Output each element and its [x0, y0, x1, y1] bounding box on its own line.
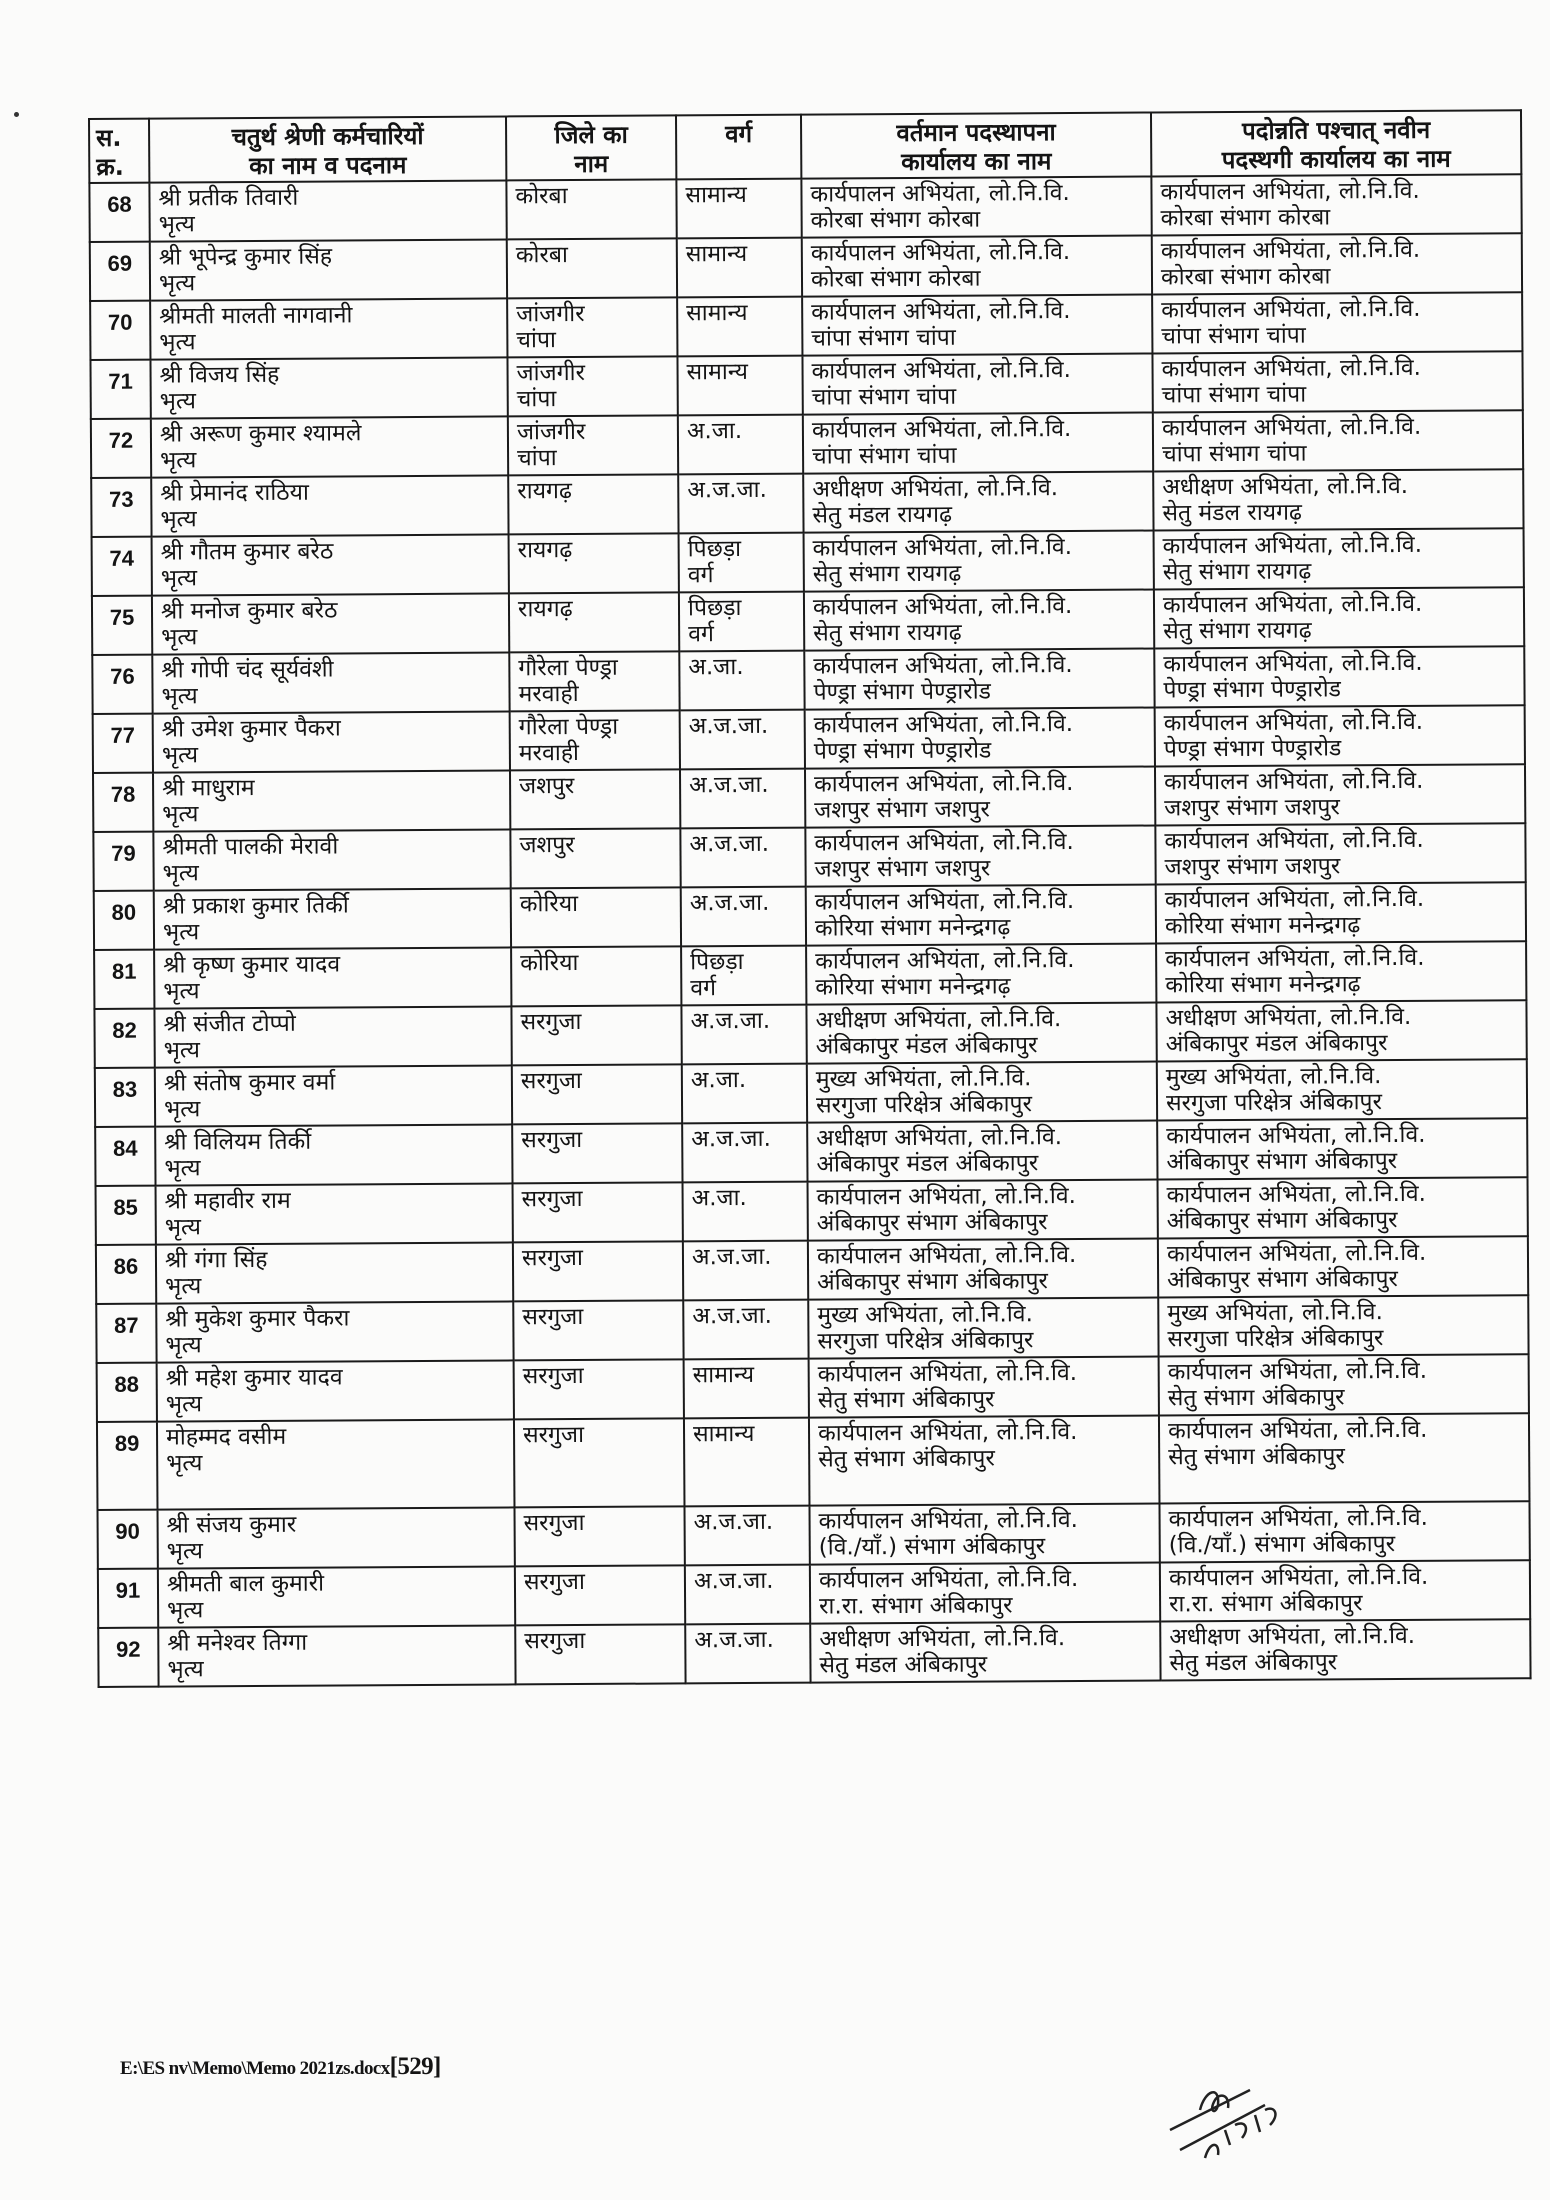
employee-cell: [154, 947, 511, 1008]
employee-name: श्री गोपी चंद सूर्यवंशी: [161, 656, 334, 684]
employee-name: श्रीमती बाल कुमारी: [166, 1570, 325, 1598]
table-row: [91, 469, 1523, 537]
table-row: [92, 528, 1524, 596]
serial-number: 72: [91, 419, 151, 478]
employee-name: श्री उमेश कुमार पैकरा: [161, 715, 341, 743]
table-row: [93, 823, 1525, 891]
table-body: [89, 174, 1530, 1687]
new-office-cell: कार्यपालन अभियंता, लो.नि.वि. सेतु संभाग रायगढ़: [1154, 528, 1524, 589]
serial-number: 87: [96, 1304, 156, 1363]
district-cell: गौरेला पेण्ड्रा मरवाही: [509, 651, 679, 711]
employee-cell: [156, 1183, 513, 1244]
serial-number: 79: [93, 832, 153, 891]
serial-number: 73: [91, 478, 151, 537]
current-office-cell: कार्यपालन अभियंता, लो.नि.वि. पेण्ड्रा संभाग पेण्ड्रारोड: [804, 648, 1154, 709]
new-office-cell: कार्यपालन अभियंता, लो.नि.वि. चांपा संभाग चांपा: [1153, 410, 1523, 471]
employee-cell: [157, 1360, 514, 1421]
table-row: [90, 233, 1522, 301]
new-office-cell: मुख्य अभियंता, लो.नि.वि. सरगुजा परिक्षेत्र अंबिकापुर: [1158, 1295, 1528, 1356]
header-current-office: वर्तमान पदस्थापना कार्यालय का नाम: [801, 113, 1151, 179]
category-cell: अ.ज.जा.: [685, 1624, 810, 1684]
serial-number: 82: [94, 1009, 154, 1068]
new-office-cell: कार्यपालन अभियंता, लो.नि.वि. कोरिया संभाग मनेन्द्रगढ़: [1156, 941, 1526, 1002]
serial-number: 88: [97, 1363, 157, 1422]
employee-designation: भृत्य: [159, 329, 196, 356]
employee-cell: [153, 770, 510, 831]
employee-cell: [158, 1566, 515, 1627]
current-office-cell: अधीक्षण अभियंता, लो.नि.वि. सेतु मंडल अंबिकापुर: [810, 1621, 1160, 1682]
table-row: [92, 646, 1524, 714]
employee-name: श्री संजय कुमार: [166, 1511, 297, 1539]
category-cell: अ.जा.: [679, 651, 804, 711]
table-row: [94, 1000, 1526, 1068]
signature-mark: [1160, 2070, 1380, 2160]
employee-name: श्रीमती मालती नागवानी: [159, 302, 353, 330]
employee-name: श्री महावीर राम: [164, 1187, 291, 1215]
employee-designation: भृत्य: [162, 801, 199, 828]
serial-number: 70: [90, 301, 150, 360]
table-row: [97, 1354, 1529, 1422]
current-office-cell: कार्यपालन अभियंता, लो.नि.वि. चांपा संभाग चांपा: [802, 354, 1152, 415]
employee-name: श्रीमती पालकी मेरावी: [162, 833, 339, 861]
district-cell: रायगढ़: [508, 474, 678, 534]
serial-number: 92: [98, 1628, 158, 1687]
employee-name: श्री मुकेश कुमार पैकरा: [165, 1305, 350, 1333]
serial-number: 91: [98, 1569, 158, 1628]
current-office-cell: मुख्य अभियंता, लो.नि.वि. सरगुजा परिक्षेत्र अंबिकापुर: [808, 1297, 1158, 1358]
employee-designation: भृत्य: [158, 211, 195, 238]
employee-designation: भृत्य: [160, 447, 197, 474]
new-office-cell: कार्यपालन अभियंता, लो.नि.वि. अंबिकापुर संभाग अंबिकापुर: [1158, 1236, 1528, 1297]
category-cell: अ.ज.जा.: [683, 1241, 808, 1301]
employee-cell: [152, 534, 509, 595]
table-row: [98, 1560, 1530, 1628]
district-cell: सरगुजा: [514, 1506, 684, 1566]
current-office-cell: कार्यपालन अभियंता, लो.नि.वि. सेतु संभाग रायगढ़: [804, 530, 1154, 591]
current-office-cell: मुख्य अभियंता, लो.नि.वि. सरगुजा परिक्षेत्र अंबिकापुर: [807, 1061, 1157, 1122]
scan-mark: [14, 112, 19, 117]
serial-number: 76: [92, 655, 152, 714]
employee-designation: भृत्य: [161, 683, 198, 710]
employee-designation: भृत्य: [163, 978, 200, 1005]
footer-file-path: E:\ES nv\Memo\Memo 2021zs.docx[529]: [120, 2053, 441, 2080]
current-office-cell: अधीक्षण अभियंता, लो.नि.वि. अंबिकापुर मंडल अंबिकापुर: [807, 1120, 1157, 1181]
category-cell: अ.जा.: [683, 1182, 808, 1242]
employee-designation: भृत्य: [166, 1450, 203, 1477]
current-office-cell: कार्यपालन अभियंता, लो.नि.वि. सेतु संभाग रायगढ़: [804, 589, 1154, 650]
new-office-cell: कार्यपालन अभियंता, लो.नि.वि. जशपुर संभाग जशपुर: [1155, 823, 1525, 884]
employee-cell: [156, 1301, 513, 1362]
table-header-row: [89, 110, 1521, 183]
employee-name: श्री महेश कुमार यादव: [165, 1364, 343, 1392]
header-district: जिले का नाम: [506, 115, 676, 180]
table-row: [95, 1059, 1527, 1127]
current-office-cell: कार्यपालन अभियंता, लो.नि.वि. रा.रा. संभाग अंबिकापुर: [810, 1562, 1160, 1623]
employee-name: श्री संजीत टोप्पो: [163, 1010, 296, 1038]
header-category: वर्ग: [676, 115, 801, 180]
employee-cell: [152, 593, 509, 654]
employee-designation: भृत्य: [161, 742, 199, 769]
district-cell: जांजगीर चांपा: [507, 297, 677, 357]
employee-cell: [153, 829, 510, 890]
new-office-cell: कार्यपालन अभियंता, लो.नि.वि. कोरबा संभाग कोरबा: [1151, 174, 1521, 235]
category-cell: अ.ज.जा.: [682, 1123, 807, 1183]
serial-number: 85: [96, 1186, 156, 1245]
district-cell: सरगुजा: [511, 1005, 681, 1065]
category-cell: सामान्य: [677, 356, 802, 416]
employee-cell: [155, 1065, 512, 1126]
serial-number: 81: [94, 950, 154, 1009]
employee-cell: [150, 298, 507, 359]
employee-name: श्री विजय सिंह: [159, 361, 280, 389]
employee-name: श्री गौतम कुमार बरेठ: [160, 538, 334, 566]
employee-designation: भृत्य: [161, 624, 198, 651]
current-office-cell: कार्यपालन अभियंता, लो.नि.वि. सेतु संभाग अंबिकापुर: [809, 1415, 1160, 1505]
district-cell: कोरबा: [507, 238, 677, 298]
employee-name: श्री माधुराम: [162, 774, 255, 802]
employee-designation: भृत्य: [165, 1391, 203, 1418]
category-cell: अ.ज.जा.: [680, 828, 805, 888]
employee-name: श्री प्रेमानंद राठिया: [160, 479, 309, 507]
header-employee-name: चतुर्थ श्रेणी कर्मचारियों का नाम व पदनाम: [149, 116, 506, 182]
serial-number: 84: [95, 1127, 155, 1186]
new-office-cell: कार्यपालन अभियंता, लो.नि.वि. पेण्ड्रा संभाग पेण्ड्रारोड: [1155, 705, 1525, 766]
employee-cell: [157, 1419, 515, 1509]
new-office-cell: अधीक्षण अभियंता, लो.नि.वि. सेतु मंडल अंबिकापुर: [1160, 1619, 1530, 1680]
table-row: [96, 1295, 1528, 1363]
table-row: [90, 351, 1522, 419]
new-office-cell: अधीक्षण अभियंता, लो.नि.वि. सेतु मंडल रायगढ़: [1153, 469, 1523, 530]
current-office-cell: कार्यपालन अभियंता, लो.नि.वि. जशपुर संभाग जशपुर: [805, 825, 1155, 886]
district-cell: सरगुजा: [514, 1359, 684, 1419]
employee-name: मोहम्मद वसीम: [165, 1423, 287, 1451]
employee-name: श्री कृष्ण कुमार यादव: [163, 951, 341, 979]
table-row: [90, 292, 1522, 360]
employee-name: श्री संतोष कुमार वर्मा: [163, 1069, 336, 1097]
current-office-cell: कार्यपालन अभियंता, लो.नि.वि. पेण्ड्रा संभाग पेण्ड्रारोड: [805, 707, 1155, 768]
employee-cell: [154, 1006, 511, 1067]
current-office-cell: अधीक्षण अभियंता, लो.नि.वि. सेतु मंडल रायगढ़: [803, 471, 1153, 532]
employee-name: श्री गंगा सिंह: [164, 1246, 268, 1274]
employee-designation: भृत्य: [163, 1037, 200, 1064]
employee-name: श्री प्रकाश कुमार तिर्की: [162, 892, 349, 920]
promotion-table: [88, 109, 1532, 1688]
category-cell: पिछड़ा वर्ग: [681, 946, 806, 1006]
category-cell: अ.ज.जा.: [681, 887, 806, 947]
new-office-cell: कार्यपालन अभियंता, लो.नि.वि. (वि./याँ.) संभाग अंबिकापुर: [1159, 1501, 1529, 1562]
employee-name: श्री अरूण कुमार श्यामले: [159, 420, 362, 448]
table-row: [98, 1619, 1530, 1687]
table-row: [98, 1501, 1530, 1569]
category-cell: अ.ज.जा.: [681, 1005, 806, 1065]
district-cell: गौरेला पेण्ड्रा मरवाही: [510, 710, 680, 770]
table-row: [95, 1118, 1527, 1186]
employee-designation: भृत्य: [164, 1155, 201, 1182]
district-cell: रायगढ़: [509, 533, 679, 593]
employee-designation: भृत्य: [162, 919, 200, 946]
serial-number: 77: [93, 714, 153, 773]
employee-cell: [152, 652, 509, 713]
table-row: [93, 764, 1525, 832]
new-office-cell: कार्यपालन अभियंता, लो.नि.वि. सेतु संभाग रायगढ़: [1154, 587, 1524, 648]
table-row: [97, 1413, 1530, 1510]
new-office-cell: कार्यपालन अभियंता, लो.नि.वि. सेतु संभाग अंबिकापुर: [1159, 1354, 1529, 1415]
current-office-cell: कार्यपालन अभियंता, लो.नि.वि. जशपुर संभाग जशपुर: [805, 766, 1155, 827]
district-cell: कोरिया: [511, 887, 681, 947]
employee-designation: भृत्य: [167, 1597, 204, 1624]
current-office-cell: कार्यपालन अभियंता, लो.नि.वि. अंबिकापुर संभाग अंबिकापुर: [808, 1238, 1158, 1299]
district-cell: सरगुजा: [512, 1064, 682, 1124]
employee-designation: भृत्य: [163, 1096, 201, 1123]
category-cell: सामान्य: [677, 238, 802, 298]
district-cell: जांजगीर चांपा: [508, 415, 678, 475]
employee-cell: [155, 1124, 512, 1185]
employee-cell: [153, 711, 510, 772]
district-cell: कोरबा: [506, 179, 676, 239]
serial-number: 86: [96, 1245, 156, 1304]
table-row: [93, 705, 1525, 773]
category-cell: अ.ज.जा.: [683, 1300, 808, 1360]
new-office-cell: कार्यपालन अभियंता, लो.नि.वि. पेण्ड्रा संभाग पेण्ड्रारोड: [1154, 646, 1524, 707]
current-office-cell: कार्यपालन अभियंता, लो.नि.वि. (वि./याँ.) संभाग अंबिकापुर: [809, 1503, 1159, 1564]
header-serial-no: स. क्र.: [89, 119, 149, 183]
new-office-cell: कार्यपालन अभियंता, लो.नि.वि. सेतु संभाग अंबिकापुर: [1159, 1413, 1530, 1503]
employee-designation: भृत्य: [165, 1332, 202, 1359]
footer-page-number: [529]: [389, 2053, 441, 2080]
category-cell: अ.जा.: [678, 415, 803, 475]
district-cell: रायगढ़: [509, 592, 679, 652]
table-row: [91, 410, 1523, 478]
district-cell: सरगुजा: [512, 1123, 682, 1183]
category-cell: पिछड़ा वर्ग: [679, 533, 804, 593]
category-cell: पिछड़ा वर्ग: [679, 592, 804, 652]
category-cell: सामान्य: [676, 179, 801, 239]
employee-designation: भृत्य: [158, 270, 196, 297]
table-row: [89, 174, 1521, 242]
new-office-cell: अधीक्षण अभियंता, लो.नि.वि. अंबिकापुर मंडल अंबिकापुर: [1156, 1000, 1526, 1061]
serial-number: 75: [92, 596, 152, 655]
employee-cell: [150, 239, 507, 300]
district-cell: जशपुर: [510, 828, 680, 888]
category-cell: अ.जा.: [682, 1064, 807, 1124]
serial-number: 71: [90, 360, 150, 419]
category-cell: अ.ज.जा.: [680, 769, 805, 829]
district-cell: जशपुर: [510, 769, 680, 829]
header-new-office: पदोन्नति पश्चात् नवीन पदस्थगी कार्यालय का नाम: [1151, 110, 1521, 176]
district-cell: सरगुजा: [513, 1182, 683, 1242]
employee-name: श्री मनेश्वर तिग्गा: [167, 1629, 308, 1657]
employee-cell: [154, 888, 511, 949]
new-office-cell: कार्यपालन अभियंता, लो.नि.वि. चांपा संभाग चांपा: [1152, 292, 1522, 353]
category-cell: सामान्य: [684, 1359, 809, 1419]
employee-designation: भृत्य: [166, 1538, 204, 1565]
district-cell: जांजगीर चांपा: [507, 356, 677, 416]
district-cell: सरगुजा: [513, 1300, 683, 1360]
district-cell: सरगुजा: [515, 1624, 685, 1684]
category-cell: अ.ज.जा.: [685, 1565, 810, 1625]
employee-cell: [151, 416, 508, 477]
table-row: [96, 1236, 1528, 1304]
new-office-cell: कार्यपालन अभियंता, लो.नि.वि. कोरबा संभाग कोरबा: [1152, 233, 1522, 294]
district-cell: कोरिया: [511, 946, 681, 1006]
current-office-cell: कार्यपालन अभियंता, लो.नि.वि. कोरिया संभाग मनेन्द्रगढ़: [806, 943, 1156, 1004]
new-office-cell: कार्यपालन अभियंता, लो.नि.वि. जशपुर संभाग जशपुर: [1155, 764, 1525, 825]
new-office-cell: कार्यपालन अभियंता, लो.नि.वि. चांपा संभाग चांपा: [1152, 351, 1522, 412]
employee-cell: [149, 180, 506, 241]
table-row: [96, 1177, 1528, 1245]
new-office-cell: कार्यपालन अभियंता, लो.नि.वि. कोरिया संभाग मनेन्द्रगढ़: [1156, 882, 1526, 943]
current-office-cell: अधीक्षण अभियंता, लो.नि.वि. अंबिकापुर मंडल अंबिकापुर: [806, 1002, 1156, 1063]
district-cell: सरगुजा: [515, 1565, 685, 1625]
employee-designation: भृत्य: [167, 1656, 204, 1683]
employee-name: श्री विलियम तिर्की: [164, 1128, 312, 1156]
employee-cell: [151, 475, 508, 536]
district-cell: सरगुजा: [513, 1241, 683, 1301]
current-office-cell: कार्यपालन अभियंता, लो.नि.वि. कोरबा संभाग कोरबा: [802, 236, 1152, 297]
current-office-cell: कार्यपालन अभियंता, लो.नि.वि. सेतु संभाग अंबिकापुर: [809, 1356, 1159, 1417]
category-cell: अ.ज.जा.: [678, 474, 803, 534]
category-cell: अ.ज.जा.: [680, 710, 805, 770]
serial-number: 90: [98, 1510, 158, 1569]
current-office-cell: कार्यपालन अभियंता, लो.नि.वि. चांपा संभाग चांपा: [802, 295, 1152, 356]
current-office-cell: कार्यपालन अभियंता, लो.नि.वि. कोरबा संभाग कोरबा: [801, 177, 1151, 238]
employee-cell: [150, 357, 507, 418]
employee-cell: [156, 1242, 513, 1303]
employee-designation: भृत्य: [165, 1273, 202, 1300]
category-cell: सामान्य: [684, 1418, 810, 1507]
current-office-cell: कार्यपालन अभियंता, लो.नि.वि. चांपा संभाग चांपा: [803, 413, 1153, 474]
serial-number: 68: [89, 183, 149, 242]
category-cell: अ.ज.जा.: [684, 1506, 809, 1566]
employee-cell: [158, 1507, 515, 1568]
new-office-cell: कार्यपालन अभियंता, लो.नि.वि. रा.रा. संभाग अंबिकापुर: [1160, 1560, 1530, 1621]
serial-number: 69: [90, 242, 150, 301]
employee-designation: भृत्य: [162, 860, 199, 887]
serial-number: 74: [92, 537, 152, 596]
serial-number: 78: [93, 773, 153, 832]
employee-designation: भृत्य: [164, 1214, 202, 1241]
current-office-cell: कार्यपालन अभियंता, लो.नि.वि. अंबिकापुर संभाग अंबिकापुर: [808, 1179, 1158, 1240]
table-row: [94, 941, 1526, 1009]
employee-cell: [158, 1625, 515, 1686]
category-cell: सामान्य: [677, 297, 802, 357]
serial-number: 83: [95, 1068, 155, 1127]
serial-number: 80: [94, 891, 154, 950]
employee-name: श्री प्रतीक तिवारी: [158, 184, 299, 212]
new-office-cell: मुख्य अभियंता, लो.नि.वि. सरगुजा परिक्षेत्र अंबिकापुर: [1157, 1059, 1527, 1120]
current-office-cell: कार्यपालन अभियंता, लो.नि.वि. कोरिया संभाग मनेन्द्रगढ़: [806, 884, 1156, 945]
employee-designation: भृत्य: [160, 565, 198, 592]
serial-number: 89: [97, 1422, 158, 1510]
employee-designation: भृत्य: [159, 388, 196, 415]
employee-name: श्री भूपेन्द्र कुमार सिंह: [158, 243, 333, 271]
new-office-cell: कार्यपालन अभियंता, लो.नि.वि. अंबिकापुर संभाग अंबिकापुर: [1158, 1177, 1528, 1238]
employee-designation: भृत्य: [160, 506, 197, 533]
new-office-cell: कार्यपालन अभियंता, लो.नि.वि. अंबिकापुर संभाग अंबिकापुर: [1157, 1118, 1527, 1179]
employee-name: श्री मनोज कुमार बरेठ: [160, 597, 338, 625]
district-cell: सरगुजा: [514, 1418, 685, 1507]
table-row: [94, 882, 1526, 950]
table-row: [92, 587, 1524, 655]
